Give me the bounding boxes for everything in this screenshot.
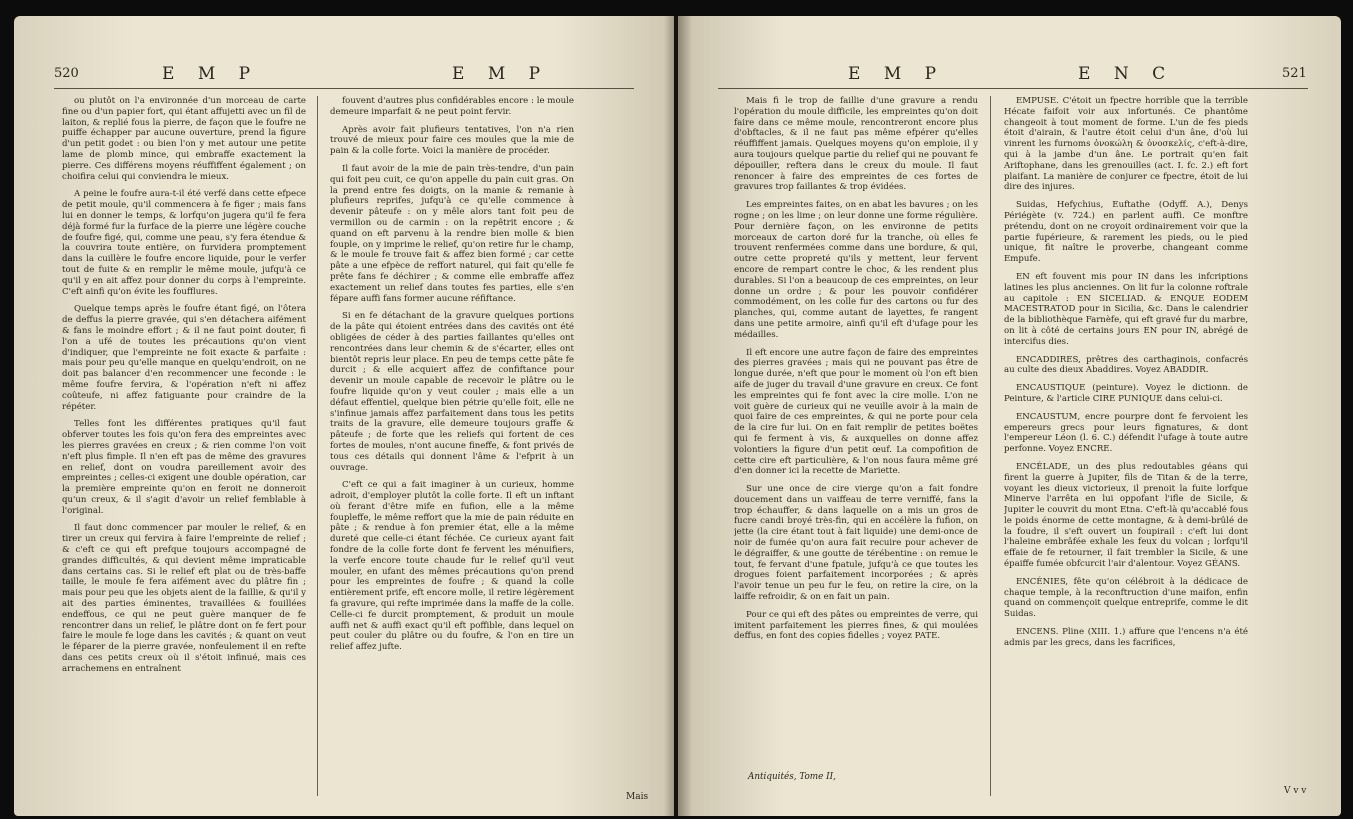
page-number-right: 521 — [1282, 66, 1307, 81]
left-page-column-1 — [62, 96, 306, 808]
paragraph: ENCENS. Pline (XIII. 1.) affure que l'encens n'a été admis par les grecs, dans les facrifices, — [1004, 627, 1248, 648]
paragraph: Quelque temps après le foufre étant figé, on l'ôtera de deffus la pierre gravée, qui s'en détachera aifément & fans le moindre effort ; & il ne faut point douter, fi l'on a ufé de toutes les précautions qu'on vient d'indiquer, que l'empreinte ne foit exacte & parfaite : mais pour peu qu'elle manque en quelqu'endroit, on ne doit pas balancer d'en recommencer une feconde : le même foufre fervira, & l'opération n'eft ni affez coûteufe, ni affez fatiguante pour craindre de la répéter. — [62, 304, 306, 412]
running-head-right-col2: E N C — [1078, 64, 1175, 84]
paragraph: EMPUSE. C'étoit un fpectre horrible que la terrible Hécate faifoit voir aux infortunés. Ce phantôme changeoit à tout moment de forme. L'un de fes pieds étoit d'airain, & l'autre étoit celui d'un âne, d'où lui vinrent les furnoms ὀνοκώλη & ὀνοσκελίς, c'eft-à-dire, qui à la jambe d'un âne. Le portrait qu'en fait Ariftophane, dans les grenouilles (act. I. fc. 2.) eft fort plaifant. La manière de conjurer ce fpectre, étoit de lui dire des injures. — [1004, 96, 1248, 193]
paragraph: Sur une once de cire vierge qu'on a fait fondre doucement dans un vaiffeau de terre verniffé, fans la trop échauffer, & dans laquelle on a mis un gros de fucre candi broyé très-fin, qui en accélère la fufion, on jette (la cire étant tout à fait liquide) une demi-once de noir de fumée qu'on aura fait recuire pour achever de le dégraiffer, & une goutte de térébentine : on remue le tout, fe fervant d'une fpatule, jufqu'à ce que toutes les drogues foient parfaitement incorporées ; & après l'avoir tenue un peu fur le feu, on retire la cire, on la laiffe refroidir, & on en fait un pain. — [734, 484, 978, 603]
signature-line: Antiquités, Tome II, — [748, 772, 836, 782]
paragraph: Suidas, Hefychius, Euftathe (Odyff. A.), Denys Périégète (v. 724.) en parlent auffi. Ce monftre prétendu, dont on ne croyoit ordinairement voir que la partie fupérieure, & rarement les pieds, ou le pied unique, fit naître le proverbe, changeant comme Empufe. — [1004, 200, 1248, 265]
paragraph: ou plutôt on l'a environnée d'un morceau de carte fine ou d'un papier fort, qui étant affujetti avec un fil de laiton, & replié fous la pierre, de façon que le foufre ne puiffe échapper par aucune ouverture, prend la figure d'un petit godet : ou bien l'on y met autour une petite lame de plomb mince, qui embraffe exactement la pierre. Ces différens moyens réuffiffent également ; on choifira celui qui conviendra le mieux. — [62, 96, 306, 182]
paragraph: C'eft ce qui a fait imaginer à un curieux, homme adroit, d'employer plutôt la colle forte. Il eft un inftant où ferant d'être mife en fufion, elle a la même foupleffe, le même reffort que la mie de pain réduite en pâte ; & rendue à fon premier état, elle a la même dureté que celle-ci étant féchée. Ce curieux ayant fait fondre de la colle forte dont fe fervent les ménuifiers, la verfe encore toute chaude fur le relief qu'il veut mouler, en ufant des mêmes précautions qu'on prend pour les empreintes de foufre ; & quand la colle entièrement prife, eft encore molle, il retire légèrement fa gravure, qui refte imprimée dans la maffe de la colle. Celle-ci fe durcit promptement, & produit un moule auffi net & auffi exact qu'il eft poffible, dans lequel on peut couler du plâtre ou du foufre, & l'on en tire un relief affez jufte. — [330, 480, 574, 653]
open-book — [14, 16, 1341, 816]
catchword-right: V v v — [1284, 786, 1307, 796]
right-page-column-1 — [734, 96, 978, 760]
paragraph: Il eft encore une autre façon de faire des empreintes des pierres gravées ; mais qui ne pouvant pas être de longue durée, n'eft que pour le moment où l'on eft bien aife de juger du travail d'une gravure en creux. Ce font les empreintes qui fe font avec la cire molle. L'on ne voit guère de curieux qui ne veuille avoir à la main de quoi faire de ces empreintes, & qui ne porte pour cela de la cire fur lui. On en fait remplir de petites boëtes qui fe ferment à vis, & auxquelles on donne affez volontiers la figure d'un petit œuf. La compofition de cette cire eft particulière, & l'on nous faura même gré d'en donner ici la recette de Mariette. — [734, 347, 978, 477]
column-rule-right — [990, 96, 991, 796]
paragraph: ENCAUSTIQUE (peinture). Voyez le dictionn. de Peinture, & l'article CIRE PUNIQUE dans celui-ci. — [1004, 383, 1248, 404]
page-number-left: 520 — [54, 66, 79, 81]
paragraph: Pour ce qui eft des pâtes ou empreintes de verre, qui imitent parfaitement les pierres fines, & qui moulées deffus, en font des copies fidelles ; voyez PATE. — [734, 609, 978, 642]
header-rule-right — [718, 88, 1308, 89]
paragraph: EN eft fouvent mis pour IN dans les infcriptions latines les plus anciennes. On lit fur la colonne roftrale au capitole : EN SICELIAD. & ENQUE EODEM MACESTRATOD pour in Sicilia, &c. Dans le calendrier de la bibliothèque Farnèfe, qui eft gravé fur du marbre, on lit à côté de certains jours EN pour IN, abrégé de intercifus dies. — [1004, 271, 1248, 347]
paragraph: Il faut avoir de la mie de pain très-tendre, d'un pain qui foit peu cuit, ce qu'on appelle du pain cuit gras. On la prend entre fes doigts, on la manie & remanie à plufieurs reprifes, jufqu'à ce qu'elle commence à devenir pâteufe : on y mêle alors tant foit peu de vermillon ou de carmin : on la repêtrit encore ; & quand on eft parvenu à la rendre bien molle & bien fouple, on y imprime le relief, qu'on retire fur le champ, & le moule fe trouve fait & affez bien formé ; car cette pâte a une efpèce de reffort naturel, qui fait qu'elle fe prête fans fe déchirer ; & comme elle embraffe affez exactement un relief dans toutes fes parties, elle s'en fépare auffi fans former aucune réfiftance. — [330, 163, 574, 304]
paragraph: A peine le foufre aura-t-il été verfé dans cette efpece de petit moule, qu'il commencera à fe figer ; mais fans lui en donner le temps, & lorfqu'on jugera qu'il fe fera déjà formé fur la furface de la pierre une légère couche de foufre figé, qui, comme une peau, s'y fera étendue & la couvrira toute entière, on furvidera promptement dans la cuillère le foufre encore liquide, pour le verfer tout de fuite & en remplir le même moule, jufqu'à ce qu'il y en ait affez pour donner du corps à l'empreinte. C'eft ainfi qu'on évite les foufflures. — [62, 189, 306, 297]
paragraph: ENCAUSTUM, encre pourpre dont fe fervoient les empereurs grecs pour leurs fignatures, & dont l'empereur Léon (l. 6. C.) défendit l'ufage à toute autre perfonne. Voyez ENCRE. — [1004, 411, 1248, 455]
catchword-left: Mais — [626, 792, 649, 802]
paragraph: ENCÉNIES, fête qu'on célébroit à la dédicace de chaque temple, à la reconftruction d'une maifon, enfin quand on commençoit quelque entreprife, comme le dit Suidas. — [1004, 576, 1248, 620]
paragraph: Si en fe détachant de la gravure quelques portions de la pâte qui étoient entrées dans des cavités ont été obligées de céder à des parties faillantes qu'elles ont rencontrées dans leur chemin & de s'écarter, elles ont bientôt repris leur place. En peu de temps cette pâte fe durcit ; & elle acquiert affez de confiftance pour devenir un moule capable de recevoir le plâtre ou le foufre liquide qu'on y veut couler ; mais elle a un défaut effentiel, quelque bien pétrie qu'elle foit, elle ne s'infinue jamais affez parfaitement dans tous les petits traits de la gravure, elle demeure toujours graffe & pâteufe ; de forte que les reliefs qui fortent de ces fortes de moules, n'ont aucune fineffe, & font privés de tous ces détails qui donnent l'âme & l'efprit à un ouvrage. — [330, 311, 574, 473]
paragraph: Les empreintes faites, on en abat les bavures ; on les rogne ; on les lime ; on leur donne une forme régulière. Pour dernière façon, on les environne de petits morceaux de carton doré fur la tranche, où elles fe trouvent renfermées comme dans une bordure, & qui, outre cette propreté qu'ils y mettent, leur fervent encore de rempart contre le choc, & les rendent plus durables. Si l'on a beaucoup de ces empreintes, on leur donne un ordre ; & pour les pouvoir confidérer commodément, on les colle fur des cartons ou fur des planches, qui, comme autant de layettes, fe rangent dans une petite armoire, ainfi qu'il eft d'ufage pour les médailles. — [734, 200, 978, 340]
left-page-column-2 — [330, 96, 574, 808]
column-rule-left — [317, 96, 318, 796]
paragraph: fouvent d'autres plus confidérables encore : le moule demeure imparfait & ne peut point fervir. — [330, 96, 574, 117]
book-gutter — [664, 16, 692, 816]
running-head-left-col1: E M P — [162, 64, 260, 84]
right-page — [678, 16, 1341, 816]
paragraph: Après avoir fait plufieurs tentatives, l'on n'a rien trouvé de mieux pour faire ces moules que la mie de pain & la colle forte. Voici la manière de procéder. — [330, 124, 574, 157]
right-page-column-2 — [1004, 96, 1248, 796]
paragraph: ENCADDIRES, prêtres des carthaginois, confacrés au culte des dieux Abaddires. Voyez ABADDIR. — [1004, 354, 1248, 376]
paragraph: Il faut donc commencer par mouler le relief, & en tirer un creux qui fervira à faire l'empreinte de relief ; & c'eft ce qui eft prefque toujours accompagné de grandes difficultés, & qui devient même impraticable dans certains cas. Si le relief eft plat ou de très-baffe taille, le moule fe fera aifément avec du plâtre fin ; mais pour peu que les objets aient de la faillie, & qu'il y ait des parties éminentes, travaillées & fouillées endeffous, ce qui ne peut guère manquer de fe rencontrer dans un relief, le plâtre dont on fe fert pour faire le moule fe loge dans les cavités ; & quant on veut le féparer de la pierre gravée, nonfeulement il en refte dans ces petits creux où il s'étoit infinué, mais ces arrachemens en entraînent — [62, 523, 306, 674]
paragraph: ENCÉLADE, un des plus redoutables géans qui firent la guerre à Jupiter, fils de Titan & de la terre, voyant les dieux victorieux, il prenoit la fuite lorfque Minerve l'arrêta en lui oppofant l'ifle de Sicile, & Jupiter le couvrit du mont Etna. C'eft-là qu'accablé fous le poids énorme de cette montagne, & à demi-brûlé de la foudre, il s'eft ouvert un foupirail : c'eft lui dont l'haleine embrâfée exhale les feux du volcan ; lorfqu'il effaie de fe retourner, il fait trembler la Sicile, & une épaiffe fumée obfcurcit l'air d'alentour. Voyez GÉANS. — [1004, 461, 1248, 570]
running-head-right-col1: E M P — [848, 64, 946, 84]
running-head-left-col2: E M P — [452, 64, 550, 84]
left-page — [14, 16, 674, 816]
header-rule-left — [54, 88, 634, 89]
paragraph: Telles font les différentes pratiques qu'il faut obferver toutes les fois qu'on fera des empreintes avec les pierres gravées en creux ; & rien comme l'on voit n'eft plus fimple. Il n'en eft pas de même des gravures en relief, dont on voudra pareillement avoir des empreintes ; celles-ci exigent une double opération, car la première empreinte qu'on en feroit ne donneroit qu'un creux, & il s'agit d'avoir un relief femblable à l'original. — [62, 419, 306, 516]
paragraph: Mais fi le trop de faillie d'une gravure a rendu l'opération du moule difficile, les empreintes qu'on doit faire dans ce même moule, rencontreront encore plus d'obftacles, & il ne faut pas même efpérer qu'elles réuffiffent jamais. Quelques moyens qu'on emploie, il y aura toujours quelque partie du relief qui ne pouvant fe dépouiller, reftera dans le creux du moule. Il faut renoncer à faire des empreintes de ces fortes de gravures trop faillantes & trop évidées. — [734, 96, 978, 193]
